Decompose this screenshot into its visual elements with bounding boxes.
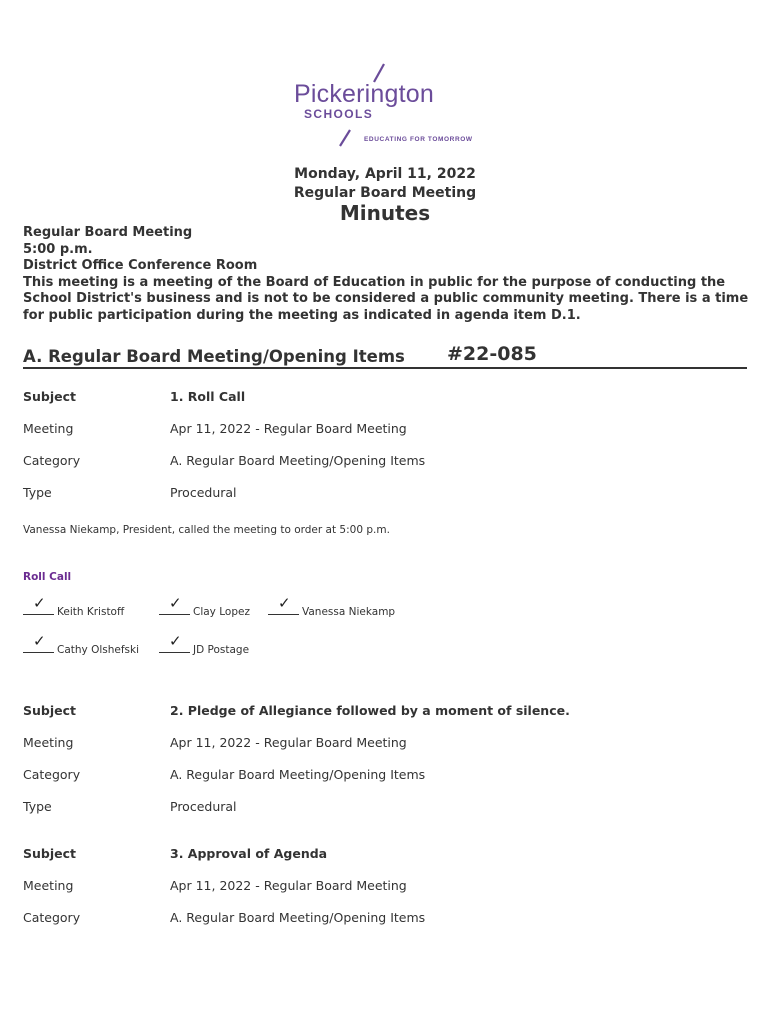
attendance-line xyxy=(268,594,299,615)
item-meeting: Apr 11, 2022 - Regular Board Meeting xyxy=(170,421,407,436)
item-type: Procedural xyxy=(170,799,237,814)
item-category: A. Regular Board Meeting/Opening Items xyxy=(170,910,426,925)
attendance-entry xyxy=(23,632,140,656)
item-meeting: Apr 11, 2022 - Regular Board Meeting xyxy=(170,735,407,750)
check-icon: ✓ xyxy=(278,594,291,612)
check-icon: ✓ xyxy=(169,632,182,650)
attendance-entry xyxy=(159,632,250,656)
type-label: Type xyxy=(23,799,52,814)
intro-paragraph-line: School District's business and is not to be considered a public community meeting. There is a time xyxy=(23,291,749,306)
item-category: A. Regular Board Meeting/Opening Items xyxy=(170,767,426,782)
member-name: Clay Lopez xyxy=(193,606,250,618)
logo-subtitle: SCHOOLS xyxy=(304,107,374,121)
item-subject: 3. Approval of Agenda xyxy=(170,846,328,861)
attendance-line xyxy=(159,594,190,615)
logo-tagline: EDUCATING FOR TOMORROW xyxy=(364,136,473,143)
member-name: Vanessa Niekamp xyxy=(302,606,396,618)
member-name: Keith Kristoff xyxy=(57,606,125,618)
call-to-order-note: Vanessa Niekamp, President, called the meeting to order at 5:00 p.m. xyxy=(23,524,390,536)
meeting-date: Monday, April 11, 2022 xyxy=(294,166,476,182)
member-name: JD Postage xyxy=(193,644,250,656)
type-label: Type xyxy=(23,485,52,500)
document-title: Minutes xyxy=(339,201,431,225)
attendance-line xyxy=(23,594,54,615)
member-name: Cathy Olshefski xyxy=(57,644,140,656)
subject-label: Subject xyxy=(23,846,76,861)
intro-time: 5:00 p.m. xyxy=(23,241,93,257)
subject-label: Subject xyxy=(23,389,76,404)
section-title: A. Regular Board Meeting/Opening Items xyxy=(23,347,405,366)
item-subject: 2. Pledge of Allegiance followed by a moment of silence. xyxy=(170,703,570,718)
meeting-intro xyxy=(23,225,751,324)
check-icon: ✓ xyxy=(169,594,182,612)
item-type: Procedural xyxy=(170,485,237,500)
meeting-label: Meeting xyxy=(23,878,74,893)
section-number: #22-085 xyxy=(447,343,537,365)
attendance-entry xyxy=(159,594,250,618)
section-heading xyxy=(23,343,747,369)
attendance-entry xyxy=(268,594,396,618)
meeting-label: Meeting xyxy=(23,735,74,750)
intro-meeting-name: Regular Board Meeting xyxy=(23,225,193,240)
item-category: A. Regular Board Meeting/Opening Items xyxy=(170,453,426,468)
logo-name: Pickerington xyxy=(294,80,434,108)
item-meeting: Apr 11, 2022 - Regular Board Meeting xyxy=(170,878,407,893)
attendance-entry xyxy=(23,594,125,618)
subject-label: Subject xyxy=(23,703,76,718)
item-subject: 1. Roll Call xyxy=(170,389,246,404)
meeting-label: Meeting xyxy=(23,421,74,436)
category-label: Category xyxy=(23,453,81,468)
intro-paragraph-line: for public participation during the meeting as indicated in agenda item D.1. xyxy=(23,307,581,323)
category-label: Category xyxy=(23,910,81,925)
intro-paragraph-line: This meeting is a meeting of the Board of Education in public for the purpose of conducting the xyxy=(23,274,726,290)
attendance-line xyxy=(159,632,190,653)
roll-call-title: Roll Call xyxy=(23,571,72,583)
meeting-type: Regular Board Meeting xyxy=(293,185,477,201)
attendance-line xyxy=(23,632,54,653)
district-logo xyxy=(288,62,483,150)
intro-location: District Office Conference Room xyxy=(23,258,258,273)
category-label: Category xyxy=(23,767,81,782)
check-icon: ✓ xyxy=(33,594,46,612)
check-icon: ✓ xyxy=(33,632,46,650)
